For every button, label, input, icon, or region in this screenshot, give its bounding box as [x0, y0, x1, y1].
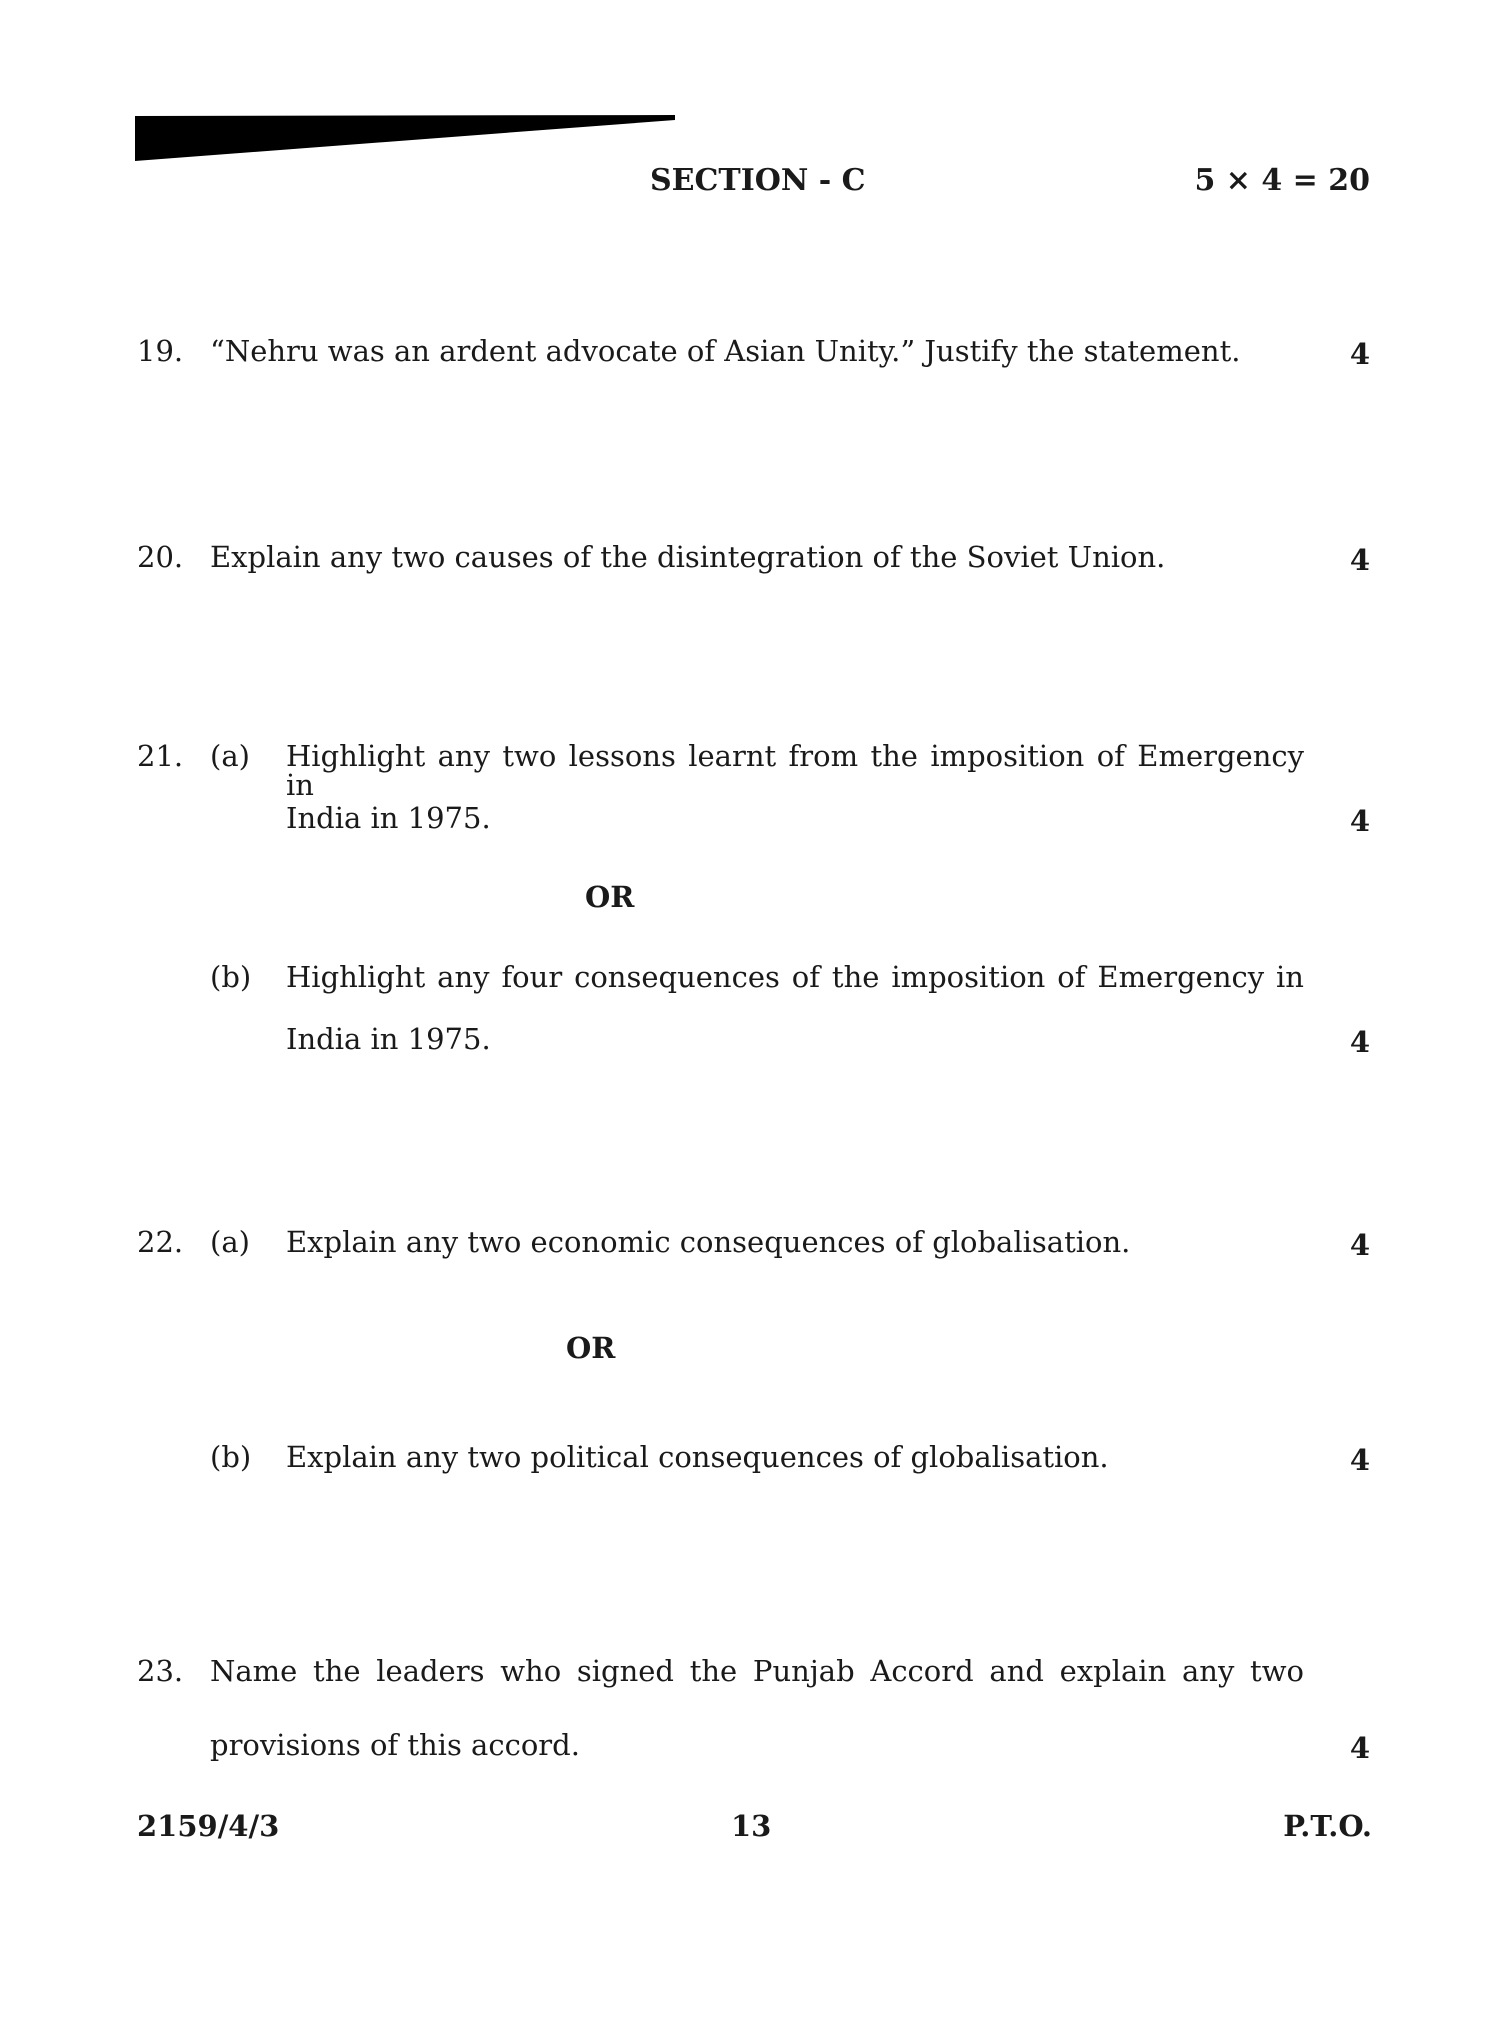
question-marks: 4 [1349, 1731, 1370, 1765]
pto-label: P.T.O. [1283, 1809, 1372, 1843]
question-number: 22. [137, 1225, 184, 1259]
question-marks: 4 [1349, 804, 1370, 838]
section-title: SECTION - C [650, 163, 866, 198]
option-label: (a) [210, 739, 250, 773]
question-marks: 4 [1349, 1025, 1370, 1059]
question-number: 19. [137, 334, 184, 368]
question-number: 20. [137, 540, 184, 574]
or-separator: OR [585, 880, 635, 914]
question-number: 21. [137, 739, 184, 773]
option-label: (b) [210, 960, 252, 994]
question-marks: 4 [1349, 1228, 1370, 1262]
option-text-line: Highlight any four consequences of the imposition of Emergency in [286, 960, 1304, 994]
or-separator: OR [566, 1331, 616, 1365]
redaction-bar [135, 113, 675, 163]
question-marks: 4 [1349, 1443, 1370, 1477]
question-marks: 4 [1349, 543, 1370, 577]
option-text: Explain any two political consequences of globalisation. [286, 1440, 1109, 1474]
option-label: (a) [210, 1225, 250, 1259]
option-label: (b) [210, 1440, 252, 1474]
question-number: 23. [137, 1654, 184, 1688]
section-marks-scheme: 5 × 4 = 20 [1194, 163, 1370, 198]
question-text: Explain any two causes of the disintegration of the Soviet Union. [210, 540, 1166, 574]
question-text: “Nehru was an ardent advocate of Asian Unity.” Justify the statement. [210, 334, 1241, 368]
paper-code: 2159/4/3 [137, 1809, 280, 1843]
option-text-line: Highlight any two lessons learnt from the imposition of Emergency in [286, 739, 1304, 802]
question-marks: 4 [1349, 337, 1370, 371]
option-text: Explain any two economic consequences of globalisation. [286, 1225, 1131, 1259]
option-text-line: India in 1975. [286, 1022, 491, 1056]
question-text-line: provisions of this accord. [210, 1728, 580, 1762]
option-text-line: India in 1975. [286, 801, 491, 835]
page-number: 13 [731, 1809, 772, 1843]
question-text-line: Name the leaders who signed the Punjab Accord and explain any two [210, 1654, 1304, 1688]
